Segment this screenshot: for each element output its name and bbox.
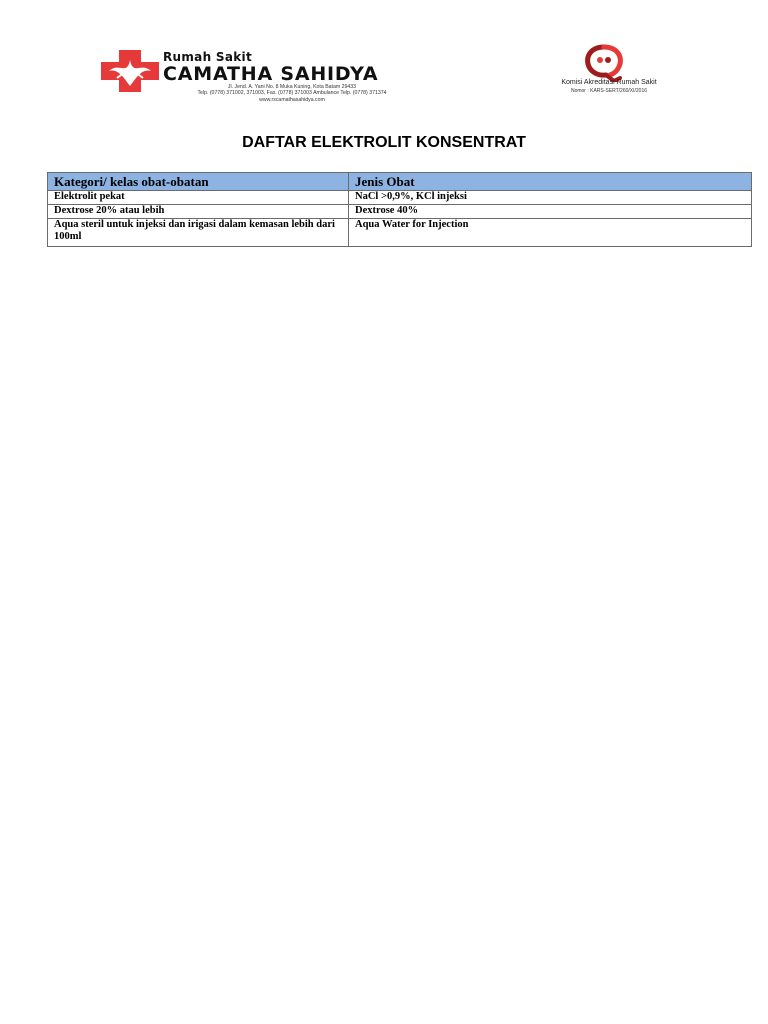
drug-cell: Dextrose 40% <box>349 205 752 219</box>
table-row <box>48 205 752 219</box>
table-header-row <box>48 173 752 191</box>
hospital-identity <box>163 50 425 103</box>
accreditation-number: Nomor : KARS-SERT/260/XI/2016 <box>570 88 648 94</box>
hospital-address: Jl. Jend. A. Yani No. 8 Muka Kuning, Kota Batam 29433 <box>227 84 357 90</box>
drug-cell: NaCl >0,9%, KCl injeksi <box>349 191 752 205</box>
table-row <box>48 219 752 247</box>
category-cell: Aqua steril untuk injeksi dan irigasi dalam kemasan lebih dari 100ml <box>48 219 349 247</box>
hospital-prefix: Rumah Sakit <box>163 50 252 64</box>
hospital-cross-logo-icon <box>99 48 161 94</box>
page-title: DAFTAR ELEKTROLIT KONSENTRAT <box>242 134 526 151</box>
category-cell: Elektrolit pekat <box>48 191 349 205</box>
hospital-website: www.rscamathasahidya.com <box>259 96 325 103</box>
hospital-contacts: Telp. (0778) 371002, 371003, Fax. (0778) 371003 Ambulance Telp. (0778) 371374 <box>197 90 387 97</box>
column-header-category: Kategori/ kelas obat-obatan <box>48 173 349 191</box>
column-header-drug-type: Jenis Obat <box>349 173 752 191</box>
hospital-name: CAMATHA SAHIDYA <box>163 63 379 85</box>
category-cell: Dextrose 20% atau lebih <box>48 205 349 219</box>
table-row <box>48 191 752 205</box>
kars-logo-icon <box>580 44 628 82</box>
letterhead <box>0 0 768 110</box>
accreditation-name: Komisi Akreditasi Rumah Sakit <box>561 79 657 86</box>
drug-cell: Aqua Water for Injection <box>349 219 752 247</box>
electrolyte-table <box>47 172 752 247</box>
